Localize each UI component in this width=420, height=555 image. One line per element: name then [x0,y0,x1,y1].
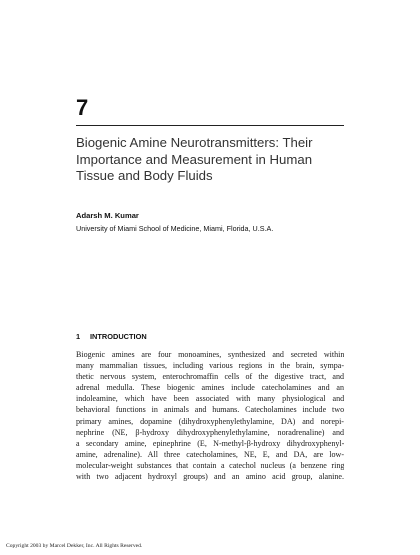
paragraph-line: nephrine (NE, β-hydroxy dihydroxyphenylethylamine, noradrenaline) and [76,427,344,437]
paragraph-line: primary amines, dopamine (dihydroxyphenylethylamine, DA) and norepi- [76,416,344,426]
author-name: Adarsh M. Kumar [76,211,139,220]
chapter-number: 7 [76,95,89,120]
chapter-title: Biogenic Amine Neurotransmitters: Their Importance and Measurement in Human Tissue and Body Fluids [76,135,313,183]
paragraph-line: a secondary amine, epinephrine (E, N-methyl-β-hydroxy dihydroxyphenyl- [76,438,344,448]
paragraph-line: many mammalian tissues, including various regions in the brain, sympa- [76,361,344,371]
paragraph-line: Biogenic amines are four monoamines, synthesized and secreted within [76,350,344,359]
section-heading [76,332,147,342]
paragraph-line: behavioral functions in animals and humans. Catecholamines include two [76,405,344,415]
chapter-title-rule [76,125,344,126]
author-affiliation: University of Miami School of Medicine, Miami, Florida, U.S.A. [76,224,274,233]
paragraph-line: thetic nervous system, enterochromaffin cells of the digestive tract, and [76,372,344,382]
paragraph-line: adrenal medulla. These biogenic amines include catecholamines and an [76,383,344,393]
paragraph-line: with two adjacent hydroxyl groups) and an amino acid group, alanine. [76,472,344,482]
paragraph-line: indoleamine, which have been associated with many physiological and [76,394,344,404]
copyright-notice: Copyright 2003 by Marcel Dekker, Inc. All Rights Reserved. [6,543,143,549]
section-number: 1 [76,332,81,341]
section-title: INTRODUCTION [90,332,147,341]
paragraph-line: molecular-weight substances that contain a catechol nucleus (a benzene ring [76,460,344,470]
introduction-paragraph [76,349,344,482]
paragraph-line: amine, adrenaline). All three catecholamines, NE, E, and DA, are low- [76,449,344,459]
